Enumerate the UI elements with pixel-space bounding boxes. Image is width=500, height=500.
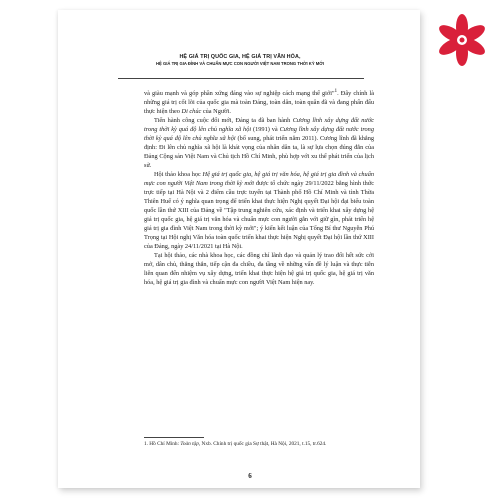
p1-text-b: . Đây chính là những giá trị cốt lõi của quốc gia mà toàn Đảng, toàn dân, toàn quân đã và đang phấn đấu thực hiện theo — [144, 90, 374, 116]
p3-text-a: Hội thảo khoa học — [154, 171, 203, 179]
header-line-1: HỆ GIÁ TRỊ QUỐC GIA, HỆ GIÁ TRỊ VĂN HÓA, — [179, 54, 301, 60]
logo-petals — [436, 14, 487, 66]
page-number: 6 — [248, 472, 252, 480]
running-header — [110, 54, 370, 67]
footnote-text-a: 1. Hồ Chí Minh: — [144, 441, 181, 447]
footnote-ref: 1 — [334, 88, 338, 94]
footnote-rule — [144, 437, 204, 438]
paragraph-2 — [144, 116, 374, 170]
p3-text-b: được tổ chức ngày 29/11/2022 bằng hình thức trực tiếp tại Hà Nội và 2 điểm cầu trực tuyến tại Thành phố Hồ Chí Minh và tỉnh Thừa Thiên Huế có ý nghĩa quan trọng để triển khai thực hiện Nghị quyết Đại hội đại biểu toàn quốc lần thứ XIII của Đảng về "Tập trung nghiên cứu, xác định và triển khai xây dựng hệ giá trị quốc gia, hệ giá trị văn hóa và chuẩn mực con người gắn với giữ gìn, phát triển hệ giá trị gia đình Việt Nam trong thời kỳ mới"; ý kiến kết luận của Tổng Bí thư Nguyễn Phú Trọng tại Hội nghị Văn hóa toàn quốc triển khai thực hiện Nghị quyết Đại hội lần thứ XIII của Đảng, ngày 24/11/2021 tại Hà Nội. — [144, 180, 374, 251]
header-line-2: HỆ GIÁ TRỊ GIA ĐÌNH VÀ CHUẨN MỰC CON NGƯỜI VIỆT NAM TRONG THỜI KỲ MỚI — [155, 61, 325, 67]
paragraph-4: Tại hội thảo, các nhà khoa học, các đồng chí lãnh đạo và quản lý trao đổi hết sức cởi mở, dân chủ, thẳng thắn, tiếp cận đa chiều, đa tầng về những vấn đề lý luận và thực tiễn liên quan đến nhiệm vụ xây dựng, triển khai thực hiện hệ giá trị quốc gia, hệ giá trị văn hóa, hệ giá trị gia đình và chuẩn mực con người Việt Nam hiện nay. — [144, 252, 374, 287]
p2-text-b: (1991) và — [251, 126, 280, 134]
header-rule — [118, 78, 364, 79]
p2-italic-a: Cương lĩnh xây dựng đất nước trong thời kỳ quá độ lên chủ nghĩa xã hội — [144, 117, 374, 134]
footnote-text-b: , Nxb. Chính trị quốc gia Sự thật, Hà Nội, 2021, t.15, tr.624. — [198, 441, 327, 447]
p1-text-c: của Người. — [201, 108, 231, 116]
p1-italic: Di chúc — [181, 108, 202, 116]
paragraph-3 — [144, 170, 374, 251]
p3-italic: Hệ giá trị quốc gia, hệ giá trị văn hóa, hệ giá trị gia đình và chuẩn mực con người Việt Nam trong thời kỳ mới — [144, 171, 374, 188]
paragraph-1 — [144, 87, 374, 116]
p2-italic-b: Cương lĩnh xây dựng đất nước trong thời kỳ quá độ lên chủ nghĩa xã hội — [144, 126, 374, 143]
publisher-logo — [430, 8, 494, 72]
footnote-italic: Toàn tập — [180, 441, 199, 447]
p1-text-a: và giàu mạnh và góp phần xứng đáng vào sự nghiệp cách mạng thế giới" — [144, 90, 335, 98]
body-text — [144, 87, 374, 287]
p2-text-a: Tiến hành công cuộc đổi mới, Đảng ta đã ban hành — [154, 117, 293, 125]
p2-text-c: (bổ sung, phát triển năm 2011). Cương lĩnh đã khẳng định: Đi lên chủ nghĩa xã hội là khát vọng của nhân dân ta, là sự lựa chọn đúng đắn của Đảng Cộng sản Việt Nam và Chủ tịch Hồ Chí Minh, phù hợp với xu thế phát triển của lịch sử. — [144, 135, 374, 170]
footnote — [144, 441, 374, 449]
